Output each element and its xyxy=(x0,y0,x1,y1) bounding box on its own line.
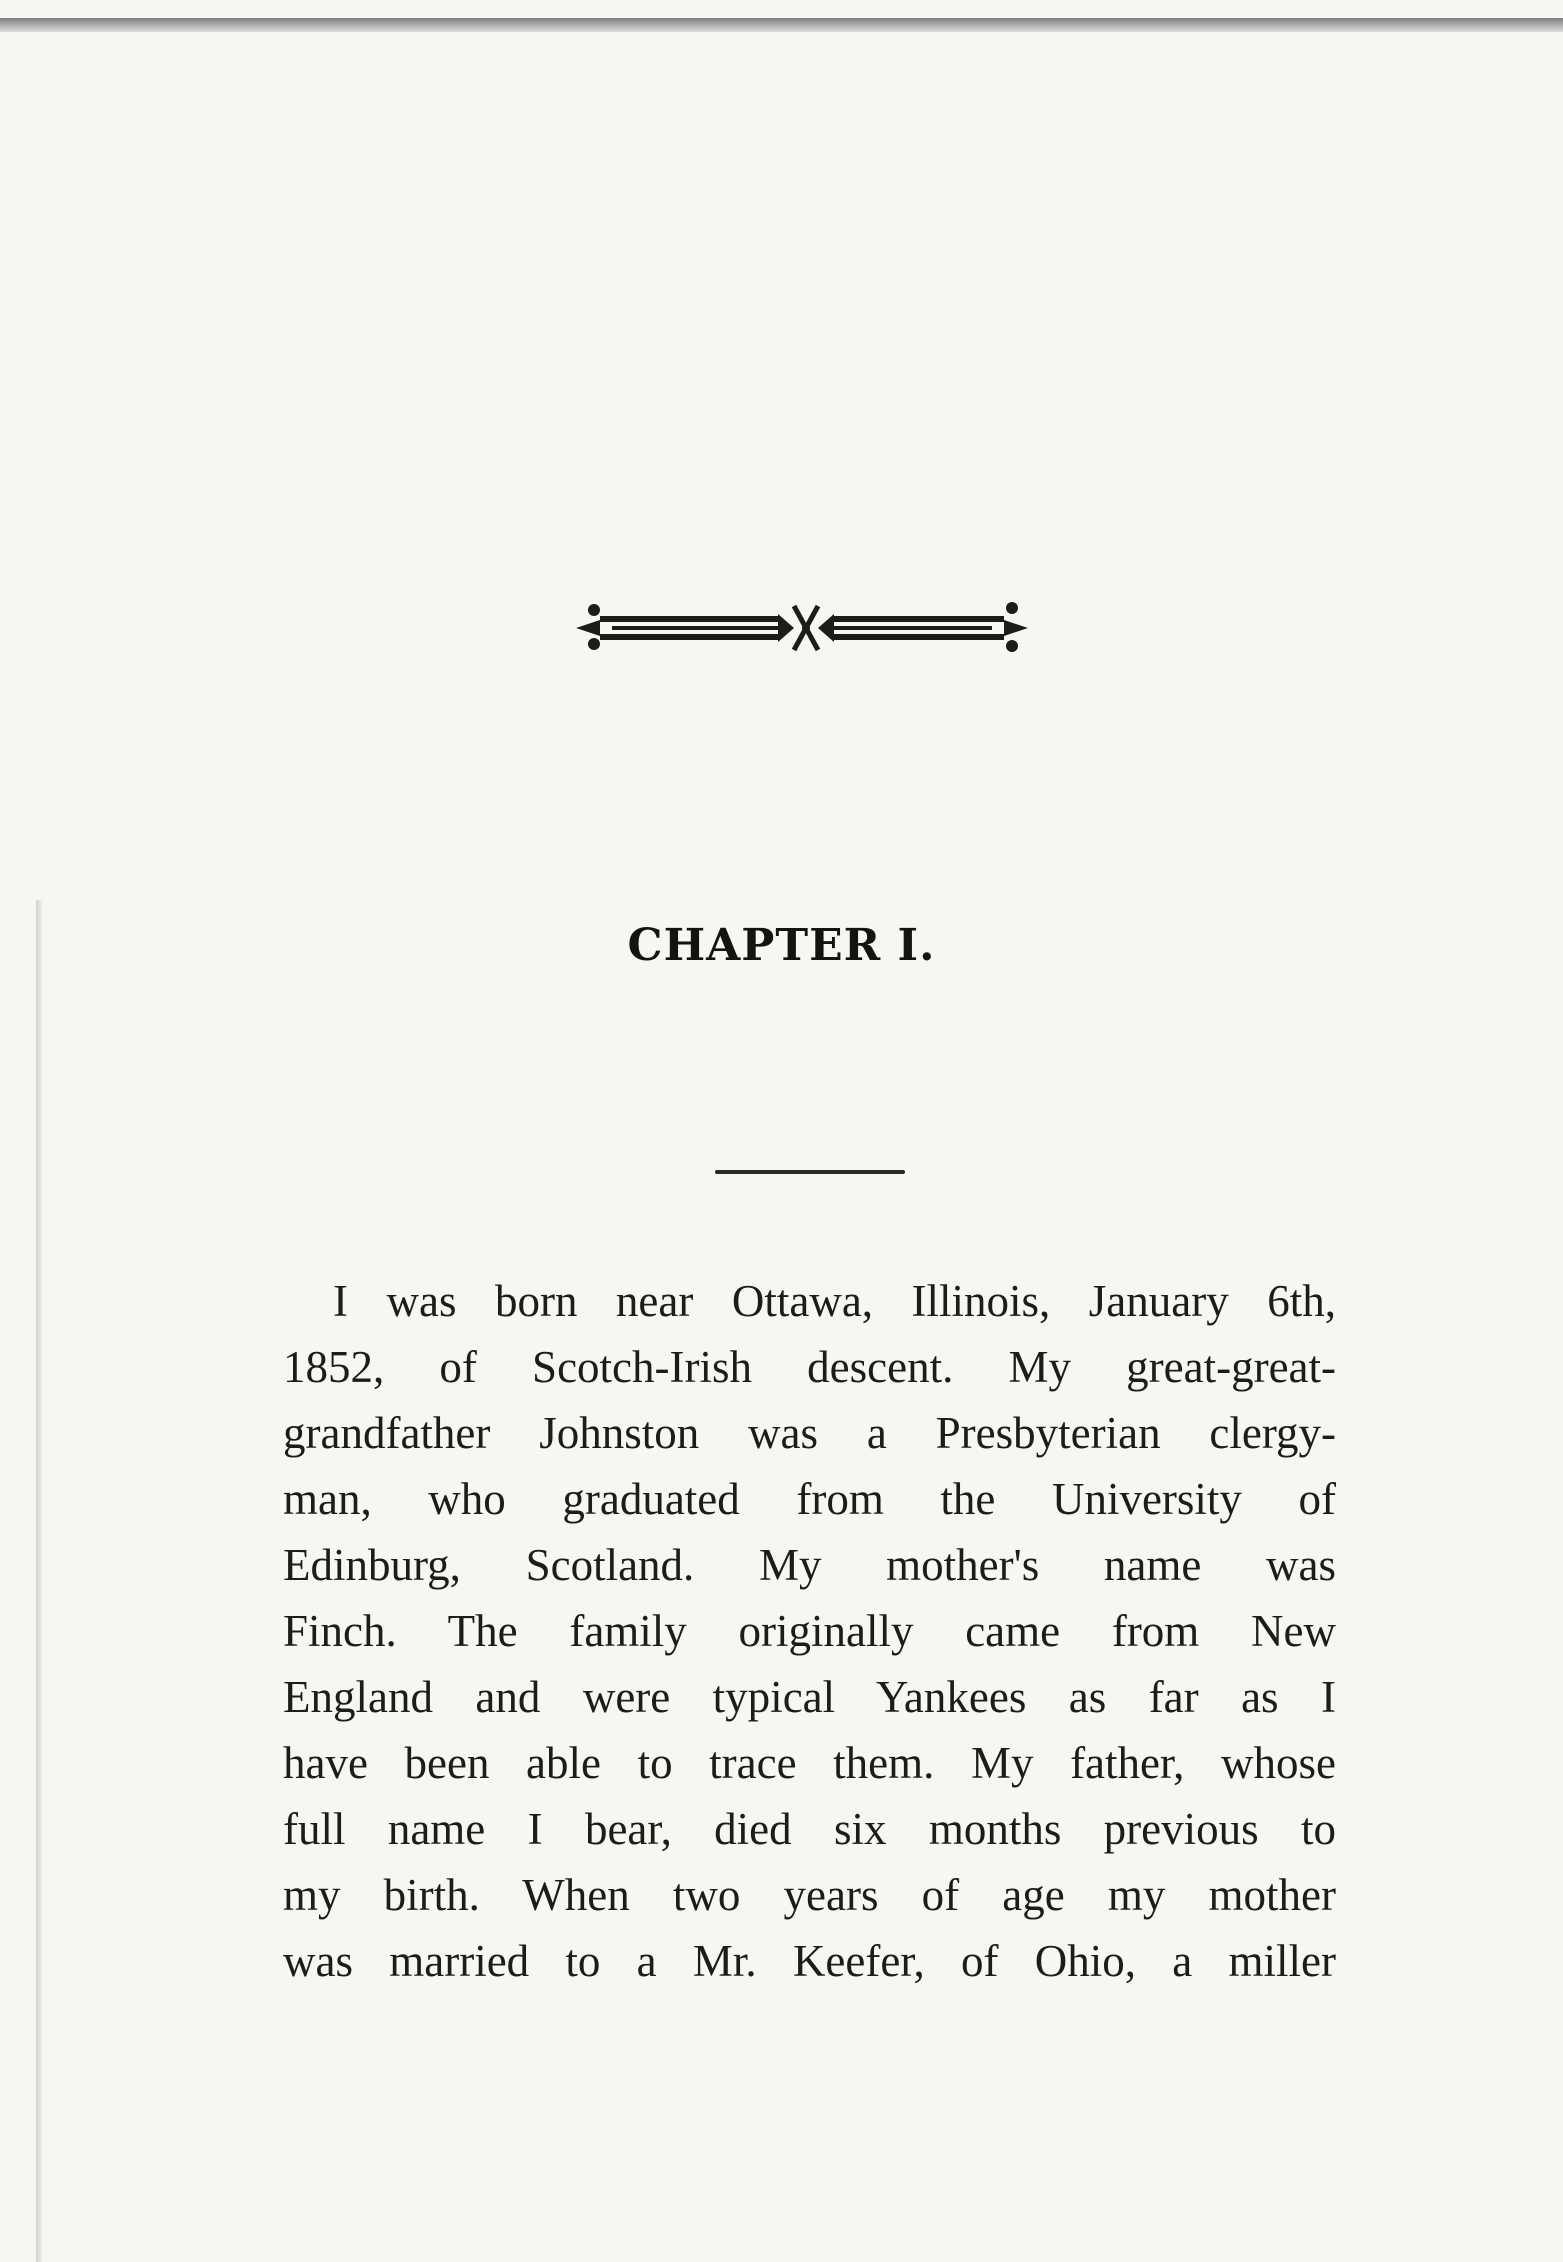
text-line: Edinburg, Scotland. My mother's name was xyxy=(283,1540,1336,1590)
scrollwork-divider-icon xyxy=(572,596,1032,656)
chapter-heading: CHAPTER I. xyxy=(627,920,936,971)
text-line: I was born near Ottawa, Illinois, January 6th, xyxy=(333,1276,1336,1326)
text-line: England and were typical Yankees as far as I xyxy=(283,1672,1336,1722)
scan-left-edge xyxy=(36,900,42,2262)
text-line: full name I bear, died six months previous to xyxy=(283,1804,1336,1854)
text-line: 1852, of Scotch-Irish descent. My great-great- xyxy=(283,1342,1336,1392)
text-line: Finch. The family originally came from New xyxy=(283,1606,1336,1656)
body-paragraph xyxy=(283,1268,1336,1994)
chapter-rule xyxy=(715,1170,905,1174)
text-line: was married to a Mr. Keefer, of Ohio, a miller xyxy=(283,1936,1336,1986)
text-line: have been able to trace them. My father, whose xyxy=(283,1738,1336,1788)
text-line: grandfather Johnston was a Presbyterian clergy- xyxy=(283,1408,1336,1458)
text-line: my birth. When two years of age my mother xyxy=(283,1870,1336,1920)
scan-top-edge xyxy=(0,18,1563,32)
text-line: man, who graduated from the University of xyxy=(283,1474,1336,1524)
